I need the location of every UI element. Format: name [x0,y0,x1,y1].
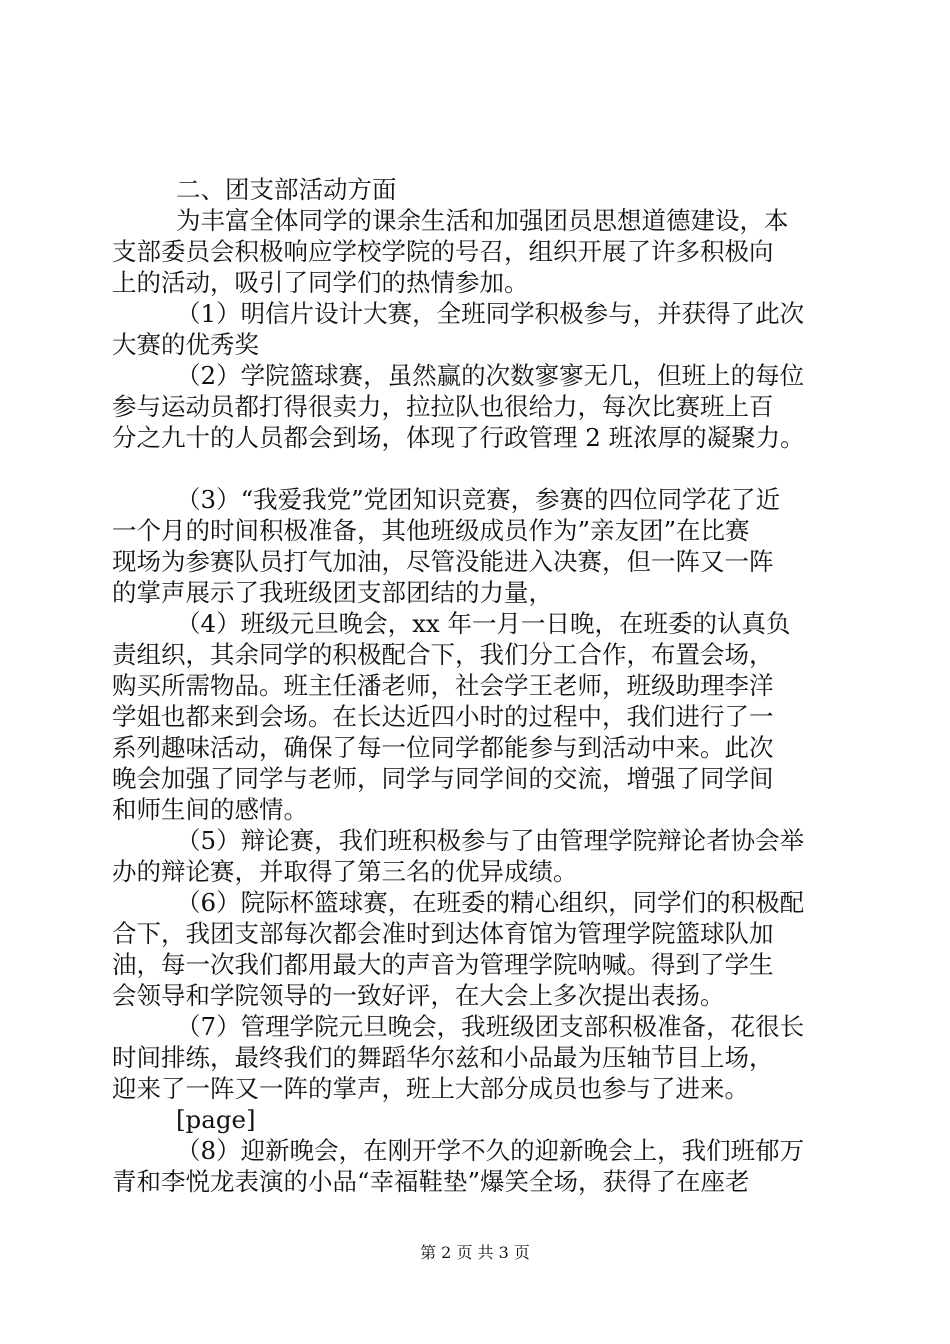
paragraph-line: 上的活动，吸引了同学们的热情参加。 [112,268,529,297]
paragraph-line: （8）迎新晚会，在刚开学不久的迎新晚会上，我们班郁万 [176,1136,805,1165]
paragraph-line: 的掌声展示了我班级团支部团结的力量， [112,578,553,607]
paragraph-line: 青和李悦龙表演的小品“幸福鞋垫”爆笑全场，获得了在座老 [112,1167,750,1196]
paragraph-line: （6）院际杯篮球赛，在班委的精心组织，同学们的积极配 [176,888,805,917]
paragraph-line: （5）辩论赛，我们班积极参与了由管理学院辩论者协会举 [176,826,805,855]
page-footer: 第 2 页 共 3 页 [420,1243,530,1262]
paragraph-line: 购买所需物品。班主任潘老师，社会学王老师，班级助理李洋 [112,671,774,700]
paragraph-line: （4）班级元旦晚会，xx 年一月一日晚，在班委的认真负 [176,609,791,638]
paragraph-line: 会领导和学院领导的一致好评，在大会上多次提出表扬。 [112,981,725,1010]
paragraph-line: 油，每一次我们都用最大的声音为管理学院呐喊。得到了学生 [112,950,774,979]
paragraph-line: 一个月的时间积极准备，其他班级成员作为”亲友团”在比赛 [112,516,750,545]
paragraph-line: （3）“我爱我党”党团知识竞赛，参赛的四位同学花了近 [176,485,781,514]
paragraph-line: 支部委员会积极响应学校学院的号召，组织开展了许多积极向 [112,237,774,266]
paragraph-line: （2）学院篮球赛，虽然赢的次数寥寥无几，但班上的每位 [176,361,805,390]
paragraph-line: 合下，我团支部每次都会准时到达体育馆为管理学院篮球队加 [112,919,774,948]
paragraph-line: 时间排练，最终我们的舞蹈华尔兹和小品最为压轴节目上场， [112,1043,774,1072]
paragraph-line: 分之九十的人员都会到场，体现了行政管理 2 班浓厚的凝聚力。 [112,423,805,452]
section-heading: 二、团支部活动方面 [176,175,397,204]
paragraph-line: （1）明信片设计大赛，全班同学积极参与，并获得了此次 [176,299,805,328]
paragraph-line: 为丰富全体同学的课余生活和加强团员思想道德建设，本 [176,206,789,235]
paragraph-line: 晚会加强了同学与老师，同学与同学间的交流，增强了同学间 [112,764,774,793]
paragraph-line: 大赛的优秀奖 [112,330,259,359]
paragraph-line: 责组织，其余同学的积极配合下，我们分工合作，布置会场， [112,640,774,669]
paragraph-line: 办的辩论赛，并取得了第三名的优异成绩。 [112,857,578,886]
paragraph-line: 系列趣味活动，确保了每一位同学都能参与到活动中来。此次 [112,733,774,762]
paragraph-line: 迎来了一阵又一阵的掌声，班上大部分成员也参与了进来。 [112,1074,749,1103]
paragraph-line: 参与运动员都打得很卖力，拉拉队也很给力，每次比赛班上百 [112,392,774,421]
paragraph-line: 和师生间的感情。 [112,795,308,824]
paragraph-line: （7）管理学院元旦晚会，我班级团支部积极准备，花很长 [176,1012,805,1041]
paragraph-line: 学姐也都来到会场。在长达近四小时的过程中，我们进行了一 [112,702,774,731]
paragraph-line: 现场为参赛队员打气加油，尽管没能进入决赛，但一阵又一阵 [112,547,774,576]
page-marker: [page] [176,1105,256,1134]
